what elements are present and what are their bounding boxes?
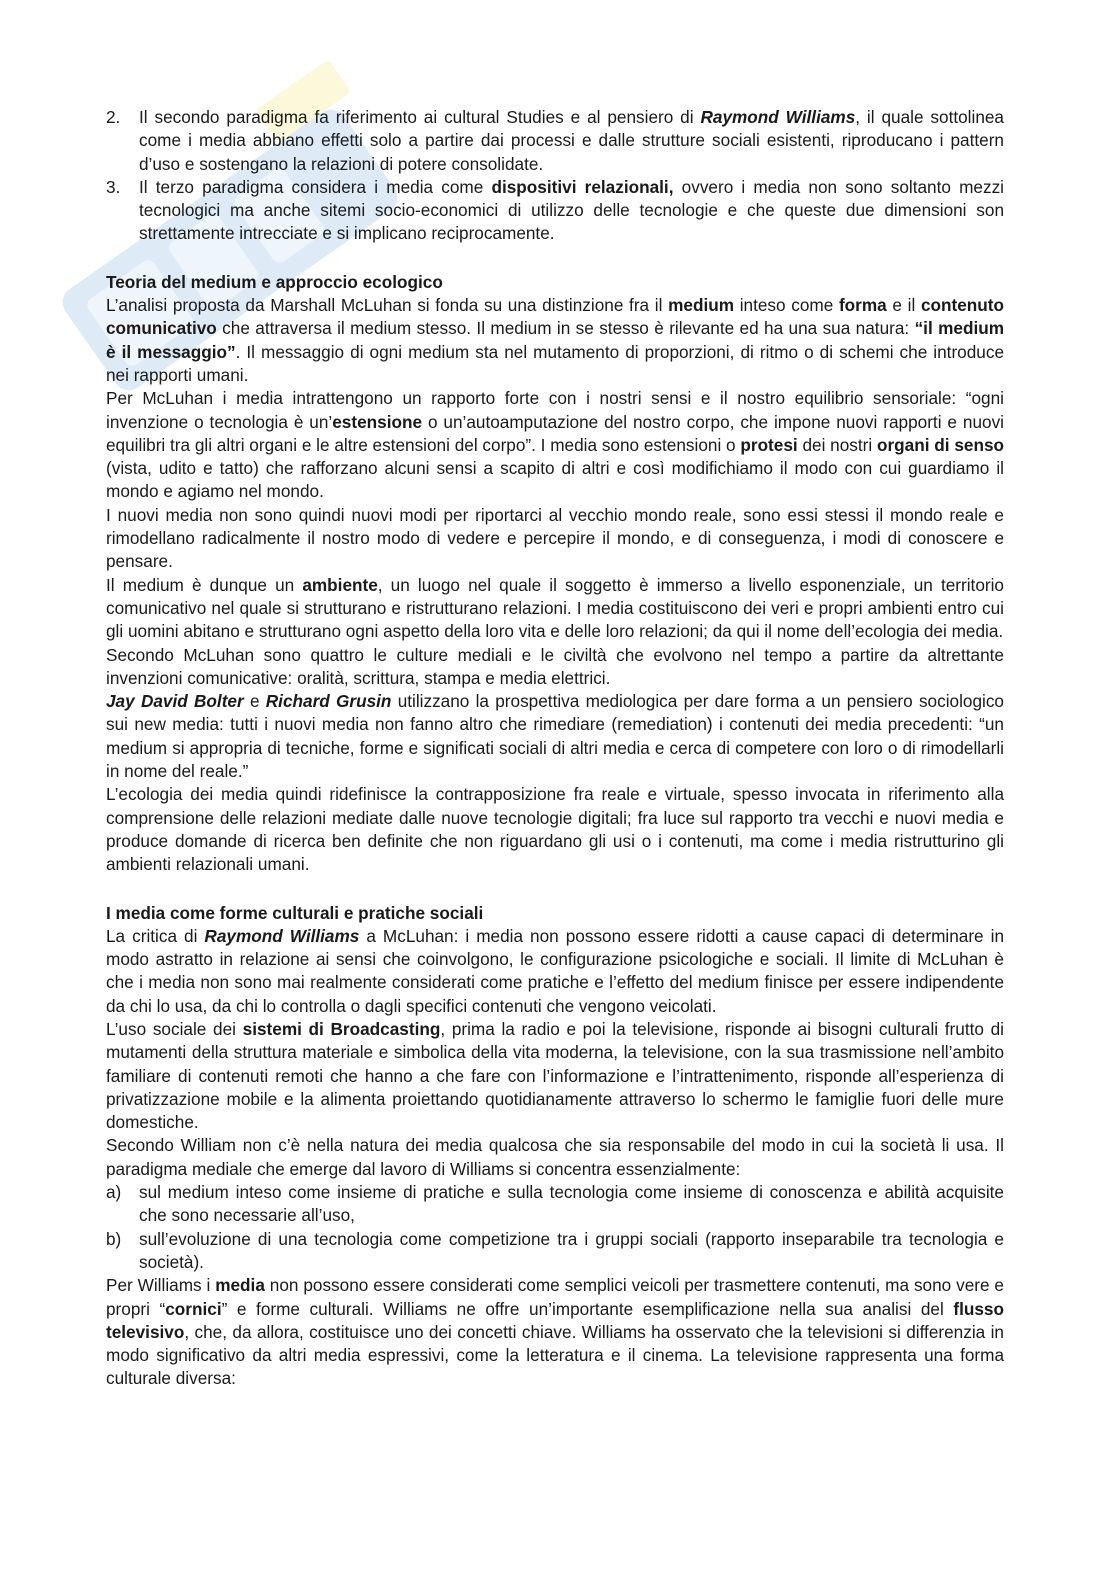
- list-marker: 3.: [106, 176, 121, 197]
- paragraph: Il medium è dunque un ambiente, un luogo nel quale il soggetto è immerso a livello esponenziale, un territorio comunicativo nel quale si strutturano e ristrutturano relazioni. I media costituiscono dei veri e propri ambienti entro cui gli uomini abitano e strutturano ogni aspetto della loro vita e delle loro relazioni; da qui il nome dell’ecologia dei media.: [106, 574, 1004, 642]
- paragraph: L’uso sociale dei sistemi di Broadcasting, prima la radio e poi la televisione, risponde ai bisogni culturali frutto di mutamenti della struttura materiale e simbolica della vita moderna, la televisione, con la sua trasmissione nell’ambito familiare di contenuti remoti che hanno a che fare con l’informazione e l’intrattenimento, risponde all’esperienza di privatizzazione mobile e la alimenta proiettando quotidianamente attraverso lo schermo le famiglie fuori delle mure domestiche.: [106, 1018, 1005, 1133]
- list-marker: b): [106, 1228, 122, 1249]
- paragraph: Secondo McLuhan sono quattro le culture mediali e le civiltà che evolvono nel tempo a partire da altrettante invenzioni comunicative: oralità, scrittura, stampa e media elettrici.: [106, 644, 1004, 688]
- list-item: a) sul medium inteso come insieme di pratiche e sulla tecnologia come insieme di conoscenza e abilità acquisite che sono necessarie all’uso,: [106, 1182, 1004, 1226]
- paragraph: Per McLuhan i media intrattengono un rapporto forte con i nostri sensi e il nostro equilibrio sensoriale: “ogni invenzione o tecnologia è un’estensione o un’autoamputazione del nostro corpo, che impone nuovi rapporti e nuovi equilibri tra gli altri organi e le altre estensioni del corpo”. I media sono estensioni o protesi dei nostri organi di senso (vista, udito e tatto) che rafforzano alcuni sensi a scapito di altri e così modifichiamo il modo con cui guardiamo il mondo e agiamo nel mondo.: [106, 388, 1005, 502]
- list-marker: 2.: [106, 107, 121, 127]
- paragraph: Per Williams i media non possono essere considerati come semplici veicoli per trasmettere contenuti, ma sono vere e propri “cornici” e forme culturali. Williams ne offre un’importante esemplificazione nella sua analisi del flusso televisivo, che, da allora, costituisce uno dei concetti chiave. Williams ha osservato che la televisioni si differenzia in modo significativo da altri media espressivi, come la letteratura e il cinema. La televisione rappresenta una forma culturale diversa:: [106, 1275, 1004, 1389]
- section-heading: Teoria del medium e approccio ecologico: [106, 271, 443, 292]
- list-item: b) sull’evoluzione di una tecnologia come competizione tra i gruppi sociali (rapporto inseparabile tra tecnologia e società).: [106, 1228, 1004, 1272]
- section-heading: I media come forme culturali e pratiche sociali: [106, 902, 484, 923]
- paragraph: Jay David Bolter e Richard Grusin utilizzano la prospettiva mediologica per dare forma a un pensiero sociologico sui new media: tutti i nuovi media non fanno altro che rimediare (remediation) i contenuti dei media precedenti: “un medium si appropria di tecniche, forme e significati sociali di altri media e cerca di competere con loro o di rimodellarli in nome del reale.”: [106, 691, 1004, 782]
- list-item: 3. Il terzo paradigma considera i media come dispositivi relazionali, ovvero i media non sono soltanto mezzi tecnologici ma anche sitemi socio-economici di utilizzo delle tecnologie e che queste due dimensioni son strettamente intrecciate e si implicano reciprocamente.: [106, 176, 1004, 244]
- list-marker: a): [106, 1182, 122, 1203]
- list-item: 2. Il secondo paradigma fa riferimento ai cultural Studies e al pensiero di Raymond Williams, il quale sottolinea come i media abbiano effetti solo a partire dai processi e dalle strutture sociali esistenti, riproducano i pattern d’uso e sostengano la relazioni di potere consolidate.: [106, 107, 1004, 174]
- document-body: [106, 106, 1004, 1391]
- paragraph: I nuovi media non sono quindi nuovi modi per riportarci al vecchio mondo reale, sono essi stessi il mondo reale e rimodellano radicalmente il nostro modo di vedere e percepire il mondo, e di conseguenza, i modi di conoscere e pensare.: [106, 504, 1004, 572]
- paragraph: Secondo William non c’è nella natura dei media qualcosa che sia responsabile del modo in cui la società li usa. Il paradigma mediale che emerge dal lavoro di Williams si concentra essenzialmente:: [106, 1135, 1004, 1179]
- paragraph: L’ecologia dei media quindi ridefinisce la contrapposizione fra reale e virtuale, spesso invocata in riferimento alla comprensione delle relazioni mediate dalle nuove tecnologie digitali; fra luce sul rapporto tra vecchi e nuovi media e produce domande di ricerca ben definite che non riguardano gli usi o i contenuti, ma come i media ristrutturino gli ambienti relazionali umani.: [106, 784, 1004, 875]
- paragraph: La critica di Raymond Williams a McLuhan: i media non possono essere ridotti a cause capaci di determinare in modo astratto in relazione ai sensi che coinvolgono, le configurazione psicologiche e sociali. Il limite di McLuhan è che i media non sono mai realmente considerati come pratiche e l’effetto del medium finisce per essere indipendente da chi lo usa, da chi lo controlla o dagli specifici contenuti che vengono veicolati.: [106, 925, 1005, 1016]
- paragraph: L’analisi proposta da Marshall McLuhan si fonda su una distinzione fra il medium inteso come forma e il contenuto comunicativo che attraversa il medium stesso. Il medium in se stesso è rilevante ed ha una sua natura: “il medium è il messaggio”. Il messaggio di ogni medium sta nel mutamento di proporzioni, di ritmo o di schemi che introduce nei rapporti umani.: [106, 295, 1005, 385]
